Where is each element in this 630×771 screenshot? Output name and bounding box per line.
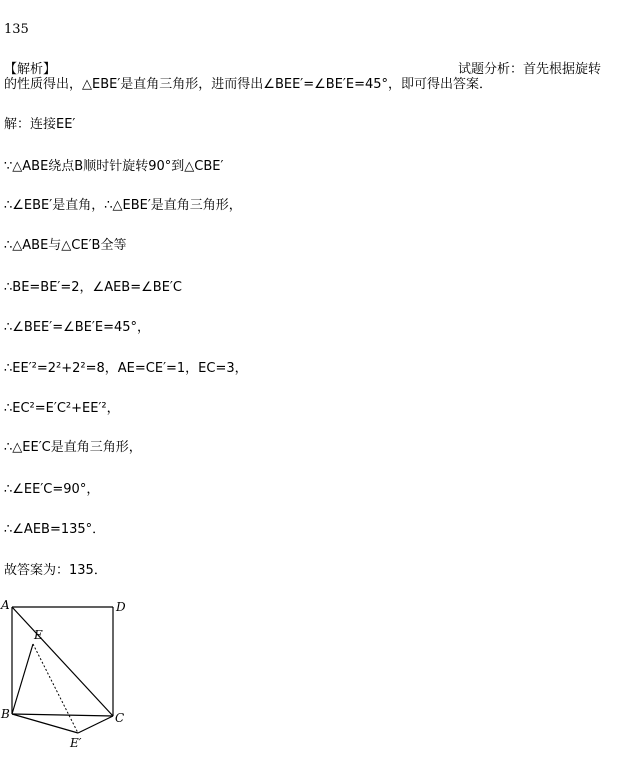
label-e-prime: E′ <box>70 736 82 750</box>
step-9: ∴∠EE′C=90°， <box>4 482 100 497</box>
label-d: D <box>116 600 126 614</box>
segment-be-prime <box>12 714 78 733</box>
step-10: ∴∠AEB=135°． <box>4 522 106 537</box>
segment-e-prime-c <box>78 716 113 733</box>
answer-value: 135 <box>4 22 29 37</box>
label-e: E <box>34 628 43 642</box>
step-6: ∴EE′²=2²+2²=8，AE=CE′=1，EC=3， <box>4 361 248 376</box>
conclusion: 故答案为：135． <box>4 563 107 578</box>
step-7: ∴EC²=E′C²+EE′²， <box>4 401 120 416</box>
analysis-summary: 试题分析：首先根据旋转 <box>458 62 602 77</box>
side-bc <box>12 714 113 716</box>
label-b: B <box>1 707 10 721</box>
solution-intro: 解：连接EE′ <box>4 117 76 132</box>
segment-be <box>12 644 33 714</box>
step-1: ∵△ABE绕点B顺时针旋转90°到△CBE′ <box>4 159 224 174</box>
step-2: ∴∠EBE′是直角，∴△EBE′是直角三角形， <box>4 198 242 213</box>
label-c: C <box>115 711 125 725</box>
analysis-label: 【解析】 <box>4 62 57 77</box>
label-a: A <box>1 598 10 612</box>
step-8: ∴△EE′C是直角三角形， <box>4 440 142 455</box>
segment-ee-prime-dashed <box>33 644 78 733</box>
geometry-figure <box>0 596 140 756</box>
step-5: ∴∠BEE′=∠BE′E=45°， <box>4 320 151 335</box>
analysis-summary-continued: 的性质得出，△EBE′是直角三角形，进而得出∠BEE′=∠BE′E=45°，即可得出答案． <box>4 77 493 92</box>
step-3: ∴△ABE与△CE′B全等 <box>4 238 127 253</box>
step-4: ∴BE=BE′=2，∠AEB=∠BE′C <box>4 280 182 295</box>
